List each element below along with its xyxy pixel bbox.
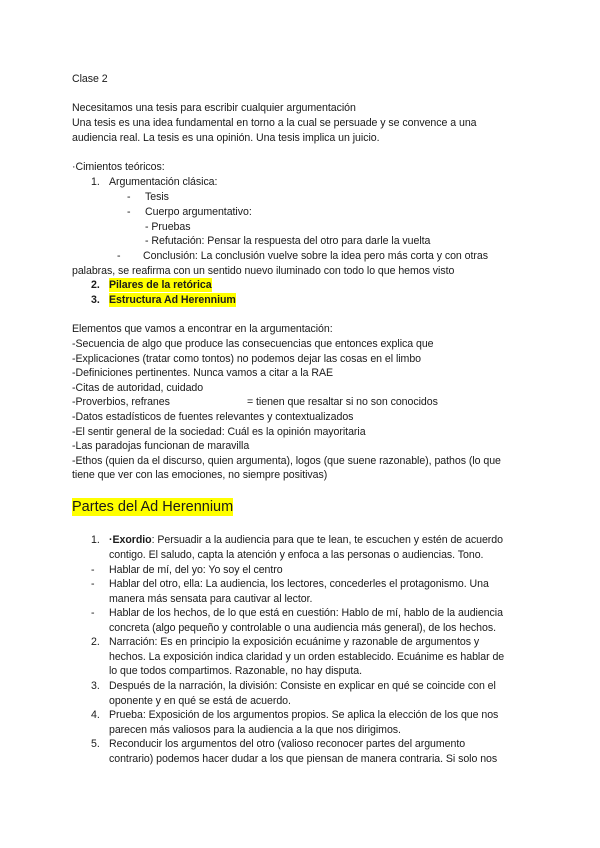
elemento-line: -Datos estadísticos de fuentes relevantes y contextualizados [72,411,354,423]
elemento-line: tiene que ver con las emociones, no siempre positivas) [72,469,328,481]
refutacion-item: - Refutación: Pensar la respuesta del otro para darle la vuelta [145,235,431,247]
division-item: Después de la narración, la división: Consiste en explicar en qué se coincide con el [109,680,496,692]
conclusion-item: Conclusión: La conclusión vuelve sobre la idea pero más corta y con otras [143,250,488,262]
prueba-item: Prueba: Exposición de los argumentos propios. Se aplica la elección de los que nos [109,709,499,721]
elemento-line: -Explicaciones (tratar como tontos) no podemos dejar las cosas en el limbo [72,353,422,365]
list-number: 1. [91,176,100,188]
elemento-line: -Citas de autoridad, cuidado [72,382,204,394]
cimientos-heading: ·Cimientos teóricos: [72,161,165,173]
list-number: 4. [91,709,100,721]
list-number: 5. [91,738,100,750]
dash-bullet: - [91,578,95,590]
intro-line: Necesitamos una tesis para escribir cualquier argumentación [72,102,356,114]
intro-line: audiencia real. La tesis es una opinión. Una tesis implica un juicio. [72,132,380,144]
estructura-item-highlighted: Estructura Ad Herennium [109,294,236,306]
pruebas-item: - Pruebas [145,221,191,233]
dash-bullet: - [117,250,121,262]
exordio-sub-item-cont: manera más sensata para cautivar al lector. [109,593,313,605]
elemento-line: -Proverbios, refranes [72,396,170,408]
exordio-text: : Persuadir a la audiencia para que te lean, te escuchen y estén de acuerdo [151,534,503,546]
list-number: 2. [91,636,100,648]
elemento-line: -Definiciones pertinentes. Nunca vamos a citar a la RAE [72,367,334,379]
list-number: 3. [91,680,100,692]
pilares-item-highlighted: Pilares de la retórica [109,279,212,291]
elemento-line-note: = tienen que resaltar si no son conocidos [247,396,438,408]
intro-line: Una tesis es una idea fundamental en torno a la cual se persuade y se convence a una [72,117,477,129]
dash-bullet: - [127,206,131,218]
elemento-line: -Ethos (quien da el discurso, quien argumenta), logos (que suene razonable), pathos (lo que [72,455,501,467]
elementos-heading: Elementos que vamos a encontrar en la argumentación: [72,323,333,335]
reconducir-item: Reconducir los argumentos del otro (valioso reconocer partes del argumento [109,738,466,750]
tesis-item: Tesis [145,191,169,203]
exordio-label: ·Exordio [109,534,152,546]
list-number: 2. [91,279,100,291]
conclusion-item-cont: palabras, se reafirma con un sentido nuevo iluminado con todo lo que hemos visto [72,265,455,277]
prueba-item-cont: parecen más valiosos para la audiencia a la que nos dirigimos. [109,724,401,736]
list-number: 1. [91,534,100,546]
dash-bullet: - [127,191,131,203]
elemento-line: -Secuencia de algo que produce las consecuencias que entonces explica que [72,338,434,350]
partes-heading-highlighted: Partes del Ad Herennium [72,499,234,515]
exordio-sub-item: Hablar del otro, ella: La audiencia, los lectores, concederles el protagonismo. Una [109,578,489,590]
exordio-item [109,533,503,547]
division-item-cont: oponente y en qué se está de acuerdo. [109,695,291,707]
exordio-sub-item: Hablar de mí, del yo: Yo soy el centro [109,564,283,576]
elemento-line: -El sentir general de la sociedad: Cuál es la opinión mayoritaria [72,426,366,438]
narracion-item-cont: lo que todos compartimos. Razonable, no hay disputa. [109,665,362,677]
dash-bullet: - [91,607,95,619]
narracion-item-cont: hechos. La exposición indica claridad y un orden establecido. Ecuánime es hablar de [109,651,505,663]
cuerpo-item: Cuerpo argumentativo: [145,206,252,218]
dash-bullet: - [91,564,95,576]
argumentacion-clasica-label: Argumentación clásica: [109,176,218,188]
list-number: 3. [91,294,100,306]
exordio-sub-item-cont: concreta (algo pequeño y controlable o una audiencia más general), de los hechos. [109,622,496,634]
exordio-item-cont: contigo. El saludo, capta la atención y enfoca a las personas o audiencias. Tono. [109,549,484,561]
narracion-item: Narración: Es en principio la exposición ecuánime y razonable de argumentos y [109,636,480,648]
document-title: Clase 2 [72,73,108,85]
elemento-line: -Las paradojas funcionan de maravilla [72,440,250,452]
exordio-sub-item: Hablar de los hechos, de lo que está en cuestión: Hablo de mí, hablo de la audiencia [109,607,503,619]
reconducir-item-cont: contrario) podemos hacer dudar a los que piensan de manera contraria. Si solo nos [109,753,498,765]
